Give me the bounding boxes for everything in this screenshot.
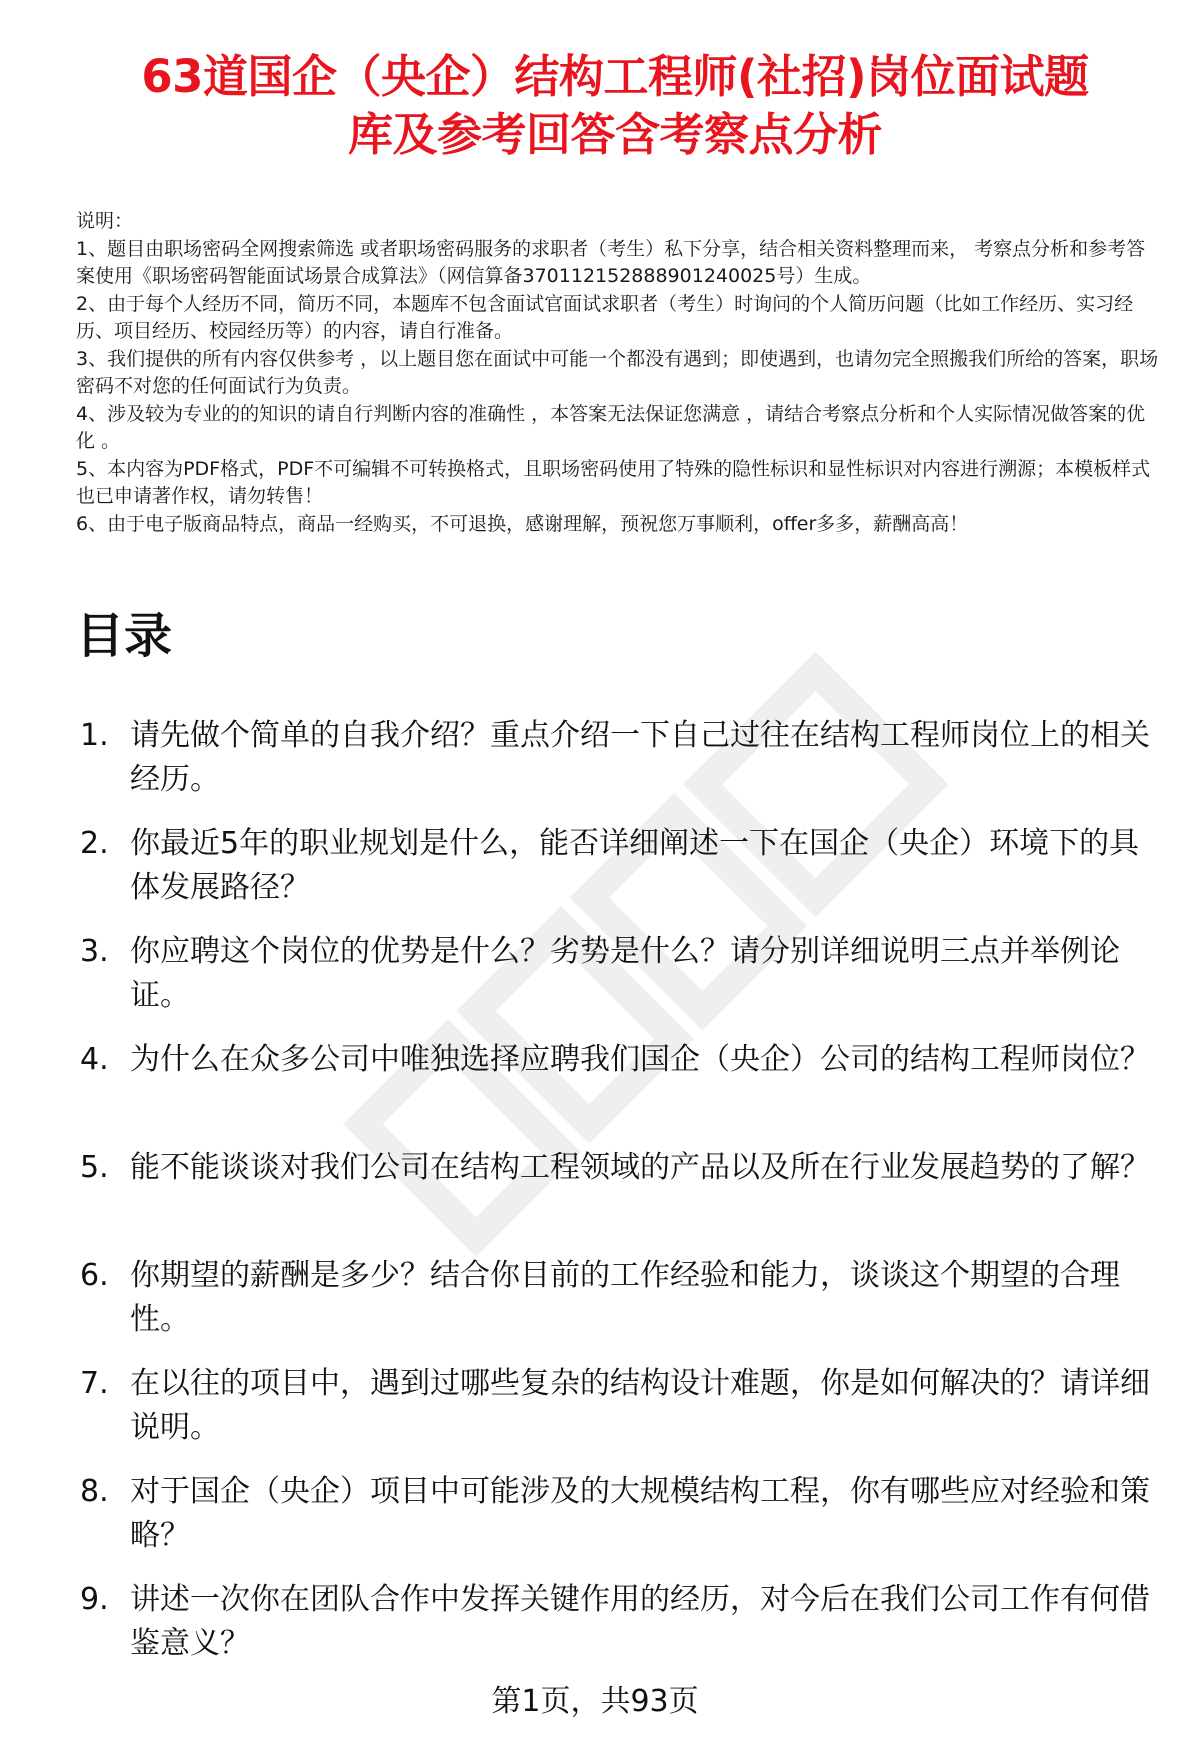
- toc-item[interactable]: [76, 1470, 1166, 1558]
- toc-item-number: 2.: [80, 826, 109, 861]
- toc-item-text: 对于国企（央企）项目中可能涉及的大规模结构工程，你有哪些应对经验和策略？: [130, 1474, 1150, 1553]
- toc-item[interactable]: [76, 822, 1166, 910]
- toc-item-text: 为什么在众多公司中唯独选择应聘我们国企（央企）公司的结构工程师岗位？: [130, 1042, 1150, 1077]
- document-title: [60, 48, 1170, 164]
- toc-list: [76, 714, 1166, 1686]
- toc-item-number: 5.: [80, 1150, 109, 1185]
- toc-item-number: 9.: [80, 1582, 109, 1617]
- toc-item-number: 4.: [80, 1042, 109, 1077]
- toc-item[interactable]: [76, 714, 1166, 802]
- toc-item-text: 在以往的项目中，遇到过哪些复杂的结构设计难题，你是如何解决的？请详细说明。: [130, 1366, 1150, 1445]
- title-line-1: 63道国企（央企）结构工程师(社招)岗位面试题: [141, 50, 1089, 103]
- toc-item-text: 你应聘这个岗位的优势是什么？劣势是什么？请分别详细说明三点并举例论证。: [130, 934, 1120, 1013]
- note-item-6: 6、由于电子版商品特点，商品一经购买，不可退换，感谢理解，预祝您万事顺利，offer多多，薪酬高高！: [76, 512, 969, 535]
- note-item-5: 5、本内容为PDF格式，PDF不可编辑不可转换格式，且职场密码使用了特殊的隐性标识和显性标识对内容进行溯源；本模板样式也已申请著作权，请勿转售！: [76, 457, 1151, 507]
- toc-item-number: 3.: [80, 934, 109, 969]
- toc-item-text: 你最近5年的职业规划是什么，能否详细阐述一下在国企（央企）环境下的具体发展路径？: [130, 826, 1140, 905]
- note-item-4: 4、涉及较为专业的的知识的请自行判断内容的准确性 ，本答案无法保证您满意 ，请结合考察点分析和个人实际情况做答案的优化 。: [76, 402, 1146, 452]
- toc-item[interactable]: [76, 1578, 1166, 1666]
- note-item-1: 1、题目由职场密码全网搜索筛选 或者职场密码服务的求职者（考生）私下分享，结合相关资料整理而来， 考察点分析和参考答案使用《职场密码智能面试场景合成算法》（网信算备370112152888901240025号）生成。: [76, 237, 1146, 287]
- toc-item[interactable]: [76, 1038, 1166, 1126]
- toc-item-text: 你期望的薪酬是多少？结合你目前的工作经验和能力，谈谈这个期望的合理性。: [130, 1258, 1120, 1337]
- toc-item-text: 请先做个简单的自我介绍？重点介绍一下自己过往在结构工程师岗位上的相关经历。: [130, 718, 1150, 797]
- page-number: 第1页，共93页: [491, 1684, 699, 1719]
- toc-item-number: 7.: [80, 1366, 109, 1401]
- toc-item-number: 8.: [80, 1474, 109, 1509]
- toc-item-number: 1.: [80, 718, 109, 753]
- notes-section: [76, 208, 1160, 538]
- toc-item[interactable]: [76, 1362, 1166, 1450]
- toc-heading: 目录: [76, 608, 173, 664]
- toc-item-number: 6.: [80, 1258, 109, 1293]
- title-line-2: 库及参考回答含考察点分析: [347, 108, 882, 161]
- note-item-3: 3、我们提供的所有内容仅供参考 ，以上题目您在面试中可能一个都没有遇到；即使遇到，也请勿完全照搬我们所给的答案，职场密码不对您的任何面试行为负责。: [76, 347, 1159, 397]
- toc-item-text: 讲述一次你在团队合作中发挥关键作用的经历，对今后在我们公司工作有何借鉴意义？: [130, 1582, 1150, 1661]
- toc-item[interactable]: [76, 1146, 1166, 1234]
- notes-label: 说明：: [76, 210, 134, 232]
- note-item-2: 2、由于每个人经历不同，简历不同，本题库不包含面试官面试求职者（考生）时询问的个人简历问题（比如工作经历、实习经历、项目经历、校园经历等）的内容，请自行准备。: [76, 292, 1134, 342]
- toc-item[interactable]: [76, 1254, 1166, 1342]
- toc-item-text: 能不能谈谈对我们公司在结构工程领域的产品以及所在行业发展趋势的了解？: [130, 1150, 1150, 1185]
- toc-item[interactable]: [76, 930, 1166, 1018]
